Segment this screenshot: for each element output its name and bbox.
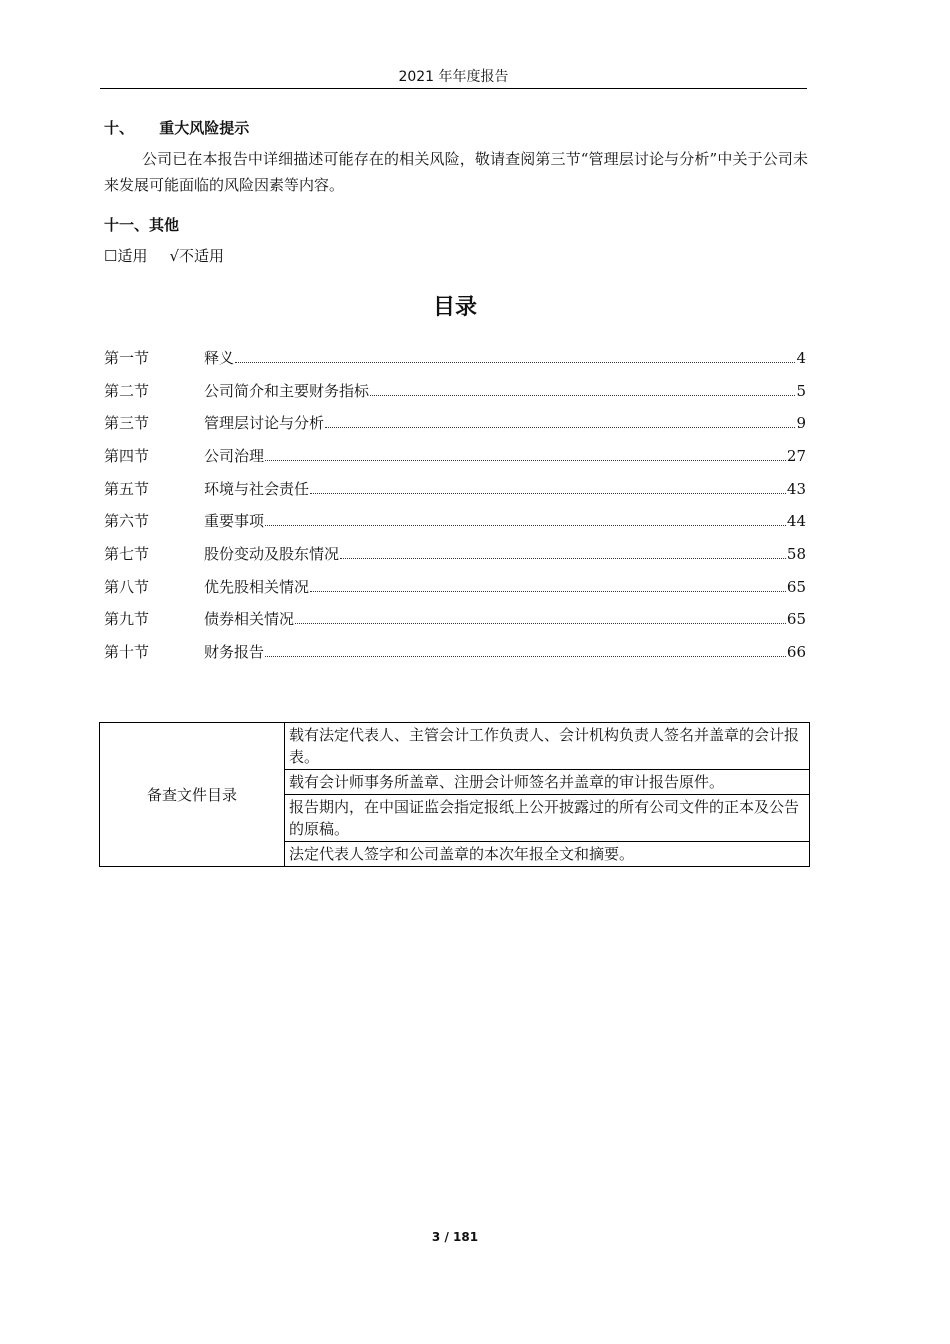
- toc-leader-dots: [310, 579, 786, 592]
- toc-section-title: 管理层讨论与分析: [204, 414, 325, 432]
- reference-documents-table: [99, 722, 810, 867]
- section-10-heading: [104, 117, 249, 138]
- toc-leader-dots: [265, 448, 786, 461]
- toc-section-title: 财务报告: [204, 643, 265, 661]
- toc-section-number: 第七节: [104, 545, 150, 563]
- toc-item[interactable]: [104, 510, 806, 532]
- reference-document-item: 载有会计师事务所盖章、注册会计师签名并盖章的审计报告原件。: [285, 770, 810, 795]
- section-11-heading: 十一、其他: [104, 216, 180, 234]
- toc-page-number: 58: [786, 545, 806, 563]
- toc-item[interactable]: [104, 576, 806, 598]
- toc-section-number: 第一节: [104, 349, 150, 367]
- toc-section-number: 第九节: [104, 610, 150, 628]
- table-row: [100, 723, 810, 770]
- toc-section-number: 第二节: [104, 382, 150, 400]
- toc-item[interactable]: [104, 347, 806, 369]
- reference-document-item: 载有法定代表人、主管会计工作负责人、会计机构负责人签名并盖章的会计报表。: [285, 723, 810, 770]
- toc-section-title: 释义: [204, 349, 235, 367]
- toc-section-title: 环境与社会责任: [204, 480, 310, 498]
- section-10-title: 重大风险提示: [159, 119, 250, 137]
- applicability-options: [104, 245, 228, 266]
- toc-section-number: 第五节: [104, 480, 150, 498]
- header-divider: [100, 88, 807, 89]
- toc-item[interactable]: [104, 412, 806, 434]
- toc-leader-dots: [265, 644, 786, 657]
- toc-item[interactable]: [104, 478, 806, 500]
- toc-page-number: 9: [796, 414, 806, 432]
- toc-page-number: 44: [786, 512, 806, 530]
- not-applicable-option: √不适用: [169, 247, 225, 265]
- toc-section-title: 债券相关情况: [204, 610, 295, 628]
- toc-leader-dots: [310, 481, 786, 494]
- toc-section-number: 第四节: [104, 447, 150, 465]
- toc-section-number: 第十节: [104, 643, 150, 661]
- toc-item[interactable]: [104, 380, 806, 402]
- toc-page-number: 27: [786, 447, 806, 465]
- section-10-body: 公司已在本报告中详细描述可能存在的相关风险，敬请查阅第三节“管理层讨论与分析”中关于公司未来发展可能面临的风险因素等内容。: [104, 150, 808, 194]
- reference-document-item: 法定代表人签字和公司盖章的本次年报全文和摘要。: [285, 842, 810, 867]
- reference-document-item: 报告期内，在中国证监会指定报纸上公开披露过的所有公司文件的正本及公告的原稿。: [285, 795, 810, 842]
- page-number-indicator: 3 / 181: [431, 1230, 479, 1244]
- toc-item[interactable]: [104, 608, 806, 630]
- toc-leader-dots: [340, 546, 786, 559]
- toc-section-number: 第三节: [104, 414, 150, 432]
- toc-page-number: 65: [786, 610, 806, 628]
- toc-page-number: 66: [786, 643, 806, 661]
- toc-section-title: 公司治理: [204, 447, 265, 465]
- toc-leader-dots: [295, 611, 786, 624]
- applicable-option: ☐适用: [104, 247, 148, 265]
- toc-leader-dots: [325, 415, 795, 428]
- section-10-number: 十、: [104, 119, 135, 137]
- toc-page-number: 5: [796, 382, 806, 400]
- toc-item[interactable]: [104, 641, 806, 663]
- toc-section-title: 优先股相关情况: [204, 578, 310, 596]
- toc-section-title: 股份变动及股东情况: [204, 545, 340, 563]
- toc-leader-dots: [265, 513, 786, 526]
- toc-page-number: 65: [786, 578, 806, 596]
- toc-title: 目录: [432, 295, 477, 320]
- toc-leader-dots: [370, 383, 795, 396]
- toc-leader-dots: [235, 350, 795, 363]
- toc-section-number: 第八节: [104, 578, 150, 596]
- toc-page-number: 4: [796, 349, 806, 367]
- toc-item[interactable]: [104, 445, 806, 467]
- toc-section-title: 重要事项: [204, 512, 265, 530]
- page-header-title: 2021 年年度报告: [398, 69, 509, 85]
- toc-item[interactable]: [104, 543, 806, 565]
- toc-section-title: 公司简介和主要财务指标: [204, 382, 370, 400]
- toc-page-number: 43: [786, 480, 806, 498]
- reference-documents-label: 备查文件目录: [100, 723, 285, 867]
- toc-section-number: 第六节: [104, 512, 150, 530]
